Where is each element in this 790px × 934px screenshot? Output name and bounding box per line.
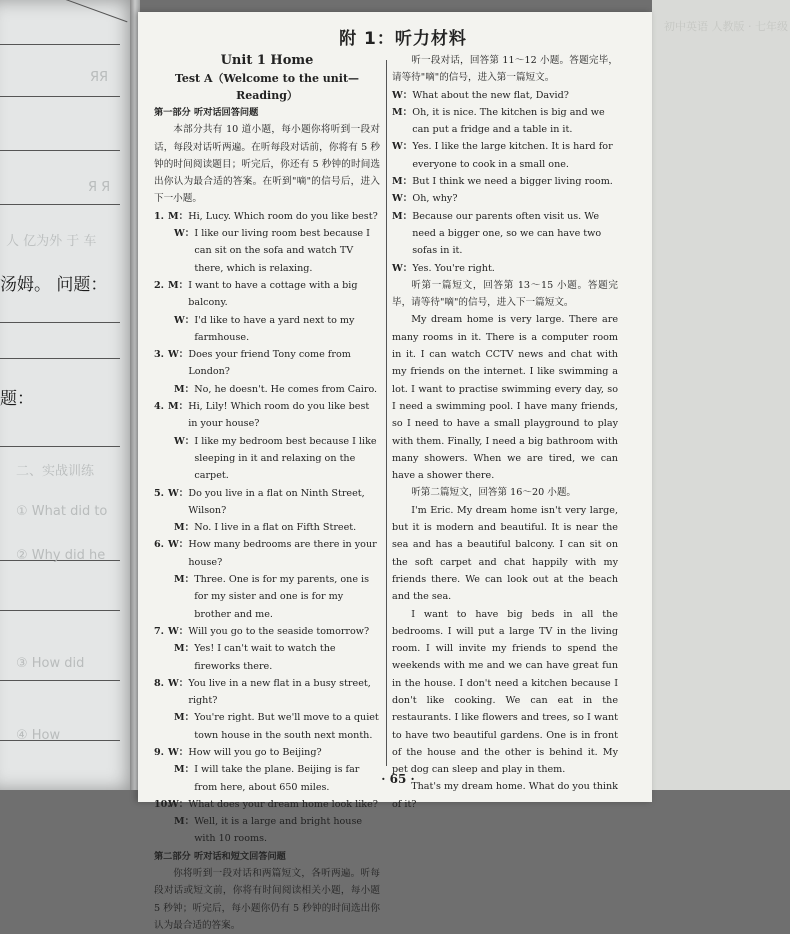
speaker-label: W： <box>168 539 189 551</box>
spacer <box>160 312 174 347</box>
left-page <box>0 0 140 790</box>
column-divider <box>386 60 387 766</box>
passage-1: My dream home is very large. There are many rooms in it. There is a computer room in it. I can watch CCTV news and chat with my friends on the internet. I like swimming a lot. I want to practise swimming every day, so I need a swimming pool. I have many friends, so I need to have a small playground to play with them. Finally, I need a big bathroom with many showers. When we are tired, we can have a shower there. <box>392 314 618 482</box>
dialogue-line <box>154 709 380 744</box>
section-heading: 第二部分 听对话和短文回答问题 <box>154 850 286 862</box>
left-fragment-question: 汤姆。 问题： <box>0 275 108 295</box>
dialogue-line <box>392 138 618 173</box>
dialogue-text: How many bedrooms are there in your house? <box>188 539 377 568</box>
question-number: 6. <box>154 539 165 551</box>
dialogue-list <box>154 208 380 848</box>
speaker-label: W： <box>168 625 189 637</box>
speaker-label: W： <box>392 141 413 153</box>
dialogue-text: What about the new flat, David? <box>412 89 569 101</box>
dialogue-text: No, he doesn't. He comes from Cairo. <box>194 383 378 395</box>
dialogue-text: Yes. You're right. <box>412 262 495 274</box>
ruled-line <box>0 446 120 447</box>
dialogue-text: How will you go to Beijing? <box>188 746 322 758</box>
ruled-line <box>0 150 120 151</box>
dialogue-text: Yes. I like the large kitchen. It is hard for everyone to cook in a small one. <box>412 141 613 170</box>
question-number: 1. <box>154 210 165 222</box>
question-number: 7. <box>154 625 165 637</box>
dialogue-line <box>154 433 380 485</box>
question-number: 3. <box>154 349 165 361</box>
dialogue-text: Will you go to the seaside tomorrow? <box>188 625 370 637</box>
speaker-label: M： <box>392 176 413 188</box>
question-number: 8. <box>154 677 165 689</box>
dialogue-line <box>154 813 380 848</box>
dialogue-text: You're right. But we'll move to a quiet town house in the south next month. <box>194 712 379 741</box>
ruled-line <box>0 680 120 681</box>
dialogue-text: Hi, Lily! Which room do you like best in your house? <box>188 401 370 430</box>
dialogue-line <box>392 87 618 104</box>
speaker-label: M： <box>174 764 195 776</box>
instructions: 本部分共有 10 道小题，每小题你将听到一段对话，每段对话听两遍。在听每段对话前，你将有 5 秒钟的时间阅读题目；听完后，你还有 5 秒钟的时间选出你认为最合适的答案。在听到"嘀"的信号后，进入下一小题。 <box>154 124 380 205</box>
dialogue-line <box>154 519 380 536</box>
bleed-through-header: 初中英语 人教版 · 七年级 <box>664 20 788 33</box>
dialogue-text: Oh, why? <box>412 193 458 205</box>
speaker-label: M： <box>174 522 195 534</box>
bleed-text: ④ How <box>16 728 61 743</box>
passage-2-paragraph: That's my dream home. What do you think of it? <box>392 781 618 810</box>
dialogue-line <box>154 225 380 277</box>
bleed-text: ① What did to <box>16 504 108 519</box>
dialogue-text: Do you live in a flat on Ninth Street, Wilson? <box>188 487 365 516</box>
speaker-label: M： <box>174 816 195 828</box>
speaker-label: M： <box>392 106 413 118</box>
dialogue-line <box>392 104 618 139</box>
speaker-label: W： <box>392 89 413 101</box>
speaker-label: W： <box>174 435 195 447</box>
dialogue-text: Three. One is for my parents, one is for my sister and one is for my brother and me. <box>194 574 370 620</box>
dialogue-line <box>392 260 618 277</box>
dialogue-line <box>154 277 380 312</box>
spacer <box>160 519 174 536</box>
spacer <box>160 433 174 485</box>
speaker-label: W： <box>168 798 189 810</box>
page-number: · 65 · <box>381 772 415 786</box>
dialogue-text: What does your dream home look like? <box>188 798 378 810</box>
speaker-label: W： <box>168 746 189 758</box>
ruled-line <box>0 96 120 97</box>
spacer <box>160 709 174 744</box>
passage-2-paragraph: I want to have big beds in all the bedrooms. I will put a large TV in the living room. I will invite my friends to spend the weekends with me and we can have great fun in the house. I don't need a kitchen because I don't like cooking. We can eat in the restaurants. I like flowers and trees, so I want to have two beautiful gardens. One is in front of the house and the other is behind it. My pet dog can sleep and play in them. <box>392 608 618 776</box>
instructions: 你将听到一段对话和两篇短文，各听两遍。听每段对话或短文前，你将有时间阅读相关小题，每小题 5 秒钟；听完后，每小题你仍有 5 秒钟的时间选出你认为最合适的答案。 <box>154 868 380 931</box>
speaker-label: W： <box>174 228 195 240</box>
dialogue-text: Well, it is a large and bright house with 10 rooms. <box>194 816 363 845</box>
dialogue-line <box>154 536 380 571</box>
spacer <box>160 640 174 675</box>
background-surface <box>652 0 790 790</box>
ruled-line <box>0 204 120 205</box>
page-title: 附 1：听力材料 <box>339 29 467 49</box>
passage-2-paragraph: I'm Eric. My dream home isn't very large, but it is modern and beautiful. It is near the sea and has a beautiful balcony. I can sit on the soft carpet and chat happily with my friends there. We can look out at the beach and the sea. <box>392 504 618 603</box>
spacer <box>160 571 174 623</box>
question-number: 4. <box>154 401 165 413</box>
dialogue-line <box>154 796 380 813</box>
dialogue-line <box>154 346 380 381</box>
dialogue-text: I like our living room best because I can sit on the sofa and watch TV there, which is relaxing. <box>194 228 370 274</box>
speaker-label: M： <box>168 401 189 413</box>
dialogue <box>392 87 618 277</box>
dialogue-line <box>154 312 380 347</box>
dialogue-line <box>154 398 380 433</box>
spacer <box>160 813 174 848</box>
bleed-text: ③ How did <box>16 656 85 671</box>
spacer <box>160 381 174 398</box>
dialogue-text: Oh, it is nice. The kitchen is big and we can put a fridge and a table in it. <box>412 106 605 136</box>
ruled-line <box>0 322 120 323</box>
dialogue-text: But I think we need a bigger living room. <box>412 176 613 188</box>
dialogue-line <box>392 173 618 190</box>
ruled-line <box>43 0 128 22</box>
speaker-label: M： <box>174 574 195 586</box>
question-number: 5. <box>154 487 165 499</box>
passage-instructions: 听第一篇短文，回答第 13～15 小题。答题完毕，请等待"嘀"的信号，进入下一篇短文。 <box>392 279 618 309</box>
spacer <box>160 761 174 796</box>
section-heading: 第一部分 听对话回答问题 <box>154 107 259 118</box>
speaker-label: W： <box>392 193 413 205</box>
dialogue-text: I want to have a cottage with a big balcony. <box>188 279 358 309</box>
dialogue-text: Does your friend Tony come from London? <box>188 349 351 378</box>
dialogue-line <box>154 381 380 398</box>
spacer <box>160 225 174 277</box>
ruled-line <box>0 610 120 611</box>
speaker-label: M： <box>392 210 413 222</box>
speaker-label: M： <box>168 210 189 222</box>
speaker-label: M： <box>174 383 195 395</box>
dialogue-text: No. I live in a flat on Fifth Street. <box>194 522 357 534</box>
unit-title: Unit 1 Home <box>220 53 314 68</box>
question-number: 9. <box>154 746 165 758</box>
bleed-text: Я Я <box>88 180 111 195</box>
dialogue-line <box>154 761 380 796</box>
question-number: 10. <box>154 798 171 810</box>
dialogue-text: Yes! I can't wait to watch the fireworks there. <box>194 643 336 672</box>
right-column <box>392 52 618 813</box>
speaker-label: M： <box>174 712 195 724</box>
dialogue-line <box>154 208 380 225</box>
bleed-text: 人 亿为外 于 车 <box>6 234 97 249</box>
dialogue-line <box>392 208 618 260</box>
speaker-label: W： <box>174 314 195 326</box>
dialogue-line <box>154 640 380 675</box>
left-fragment-title: 题： <box>0 389 34 409</box>
dialogue-text: I will take the plane. Beijing is far from here, about 650 miles. <box>194 764 360 793</box>
speaker-label: W： <box>392 262 413 274</box>
speaker-label: W： <box>168 487 189 499</box>
speaker-label: W： <box>168 677 189 689</box>
dialogue-instructions: 听一段对话，回答第 11～12 小题。答题完毕，请等待"嘀"的信号，进入第一篇短文。 <box>392 55 618 84</box>
test-title: Test A（Welcome to the unit—Reading） <box>174 72 360 102</box>
textbook-page <box>138 12 788 931</box>
bleed-text: ЯЯ <box>90 70 109 85</box>
bleed-text: 二、实战训练 <box>16 464 95 479</box>
dialogue-text: I like my bedroom best because I like sleeping in it and relaxing on the carpet. <box>194 435 377 482</box>
dialogue-line <box>154 485 380 520</box>
ruled-line <box>0 44 120 45</box>
bleed-text: ② Why did he <box>16 548 106 563</box>
question-number: 2. <box>154 279 165 291</box>
dialogue-line <box>154 623 380 640</box>
dialogue-text: You live in a new flat in a busy street, right? <box>188 677 371 707</box>
left-column <box>154 52 380 934</box>
dialogue-line <box>154 675 380 710</box>
speaker-label: M： <box>174 643 195 655</box>
speaker-label: M： <box>168 279 189 291</box>
dialogue-text: I'd like to have a yard next to my farmhouse. <box>194 314 355 343</box>
dialogue-line <box>154 744 380 761</box>
dialogue-text: Because our parents often visit us. We need a bigger one, so we can have two sofas in it. <box>412 210 602 257</box>
dialogue-line <box>154 571 380 623</box>
dialogue-line <box>392 190 618 207</box>
ruled-line <box>0 358 120 359</box>
dialogue-text: Hi, Lucy. Which room do you like best? <box>188 210 378 222</box>
speaker-label: W： <box>168 349 189 361</box>
passage-instructions: 听第二篇短文，回答第 16～20 小题。 <box>411 487 577 499</box>
